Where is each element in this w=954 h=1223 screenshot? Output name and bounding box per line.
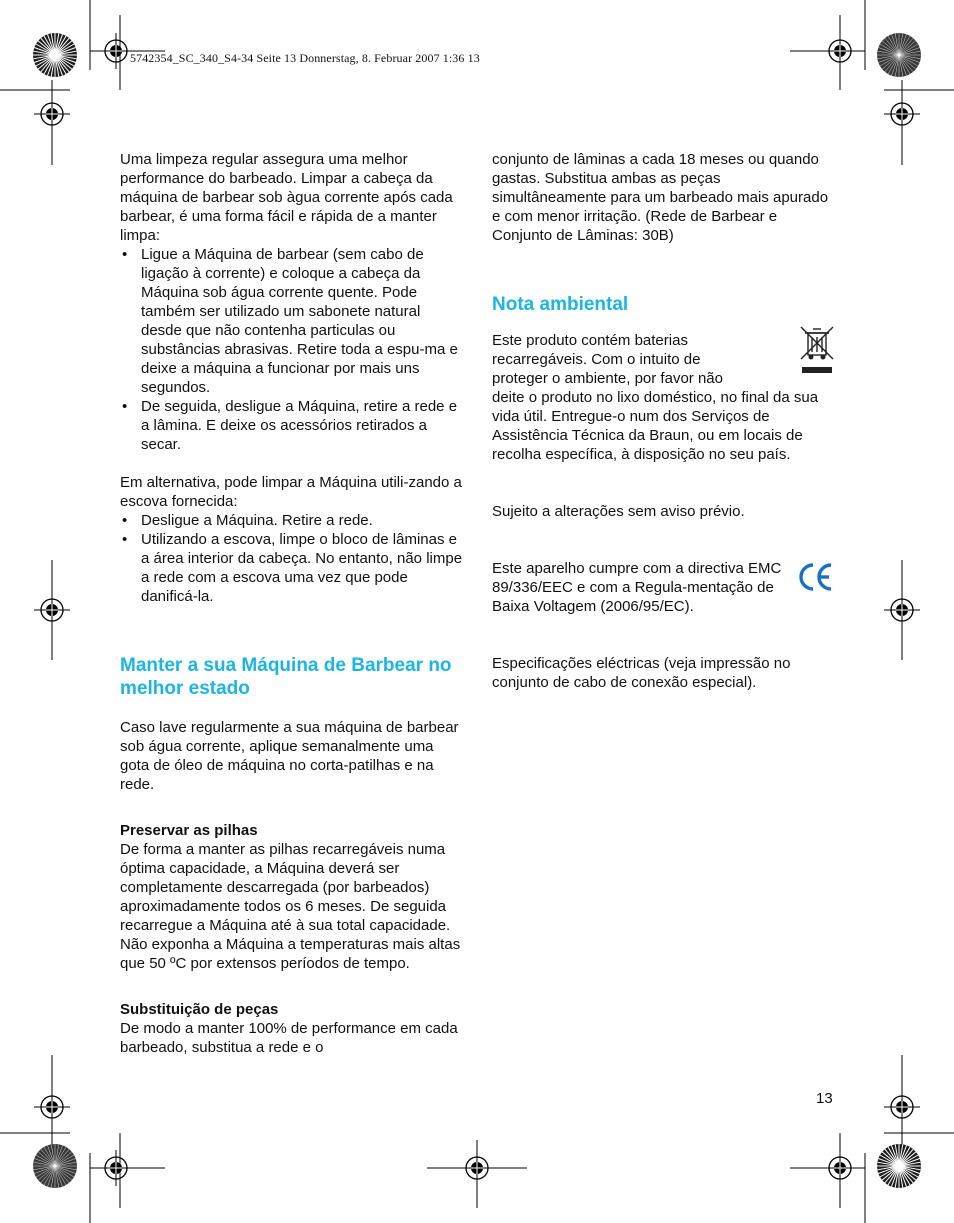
registration-mark-icon <box>822 33 858 69</box>
list-item: • De seguida, desligue a Máquina, retire a rede e a lâmina. E deixe os acessórios retirados a secar. <box>120 397 465 454</box>
heading-maintain: Manter a sua Máquina de Barbear no melhor estado <box>120 655 452 699</box>
cleaning-intro: Uma limpeza regular assegura uma melhor performance do barbeado. Limpar a cabeça da máquina de barbear sob àgua corrente após cada barbear, é uma forma fácil e rápida de a manter limpa: <box>120 151 453 244</box>
left-column <box>120 150 465 1057</box>
list-item: • Desligue a Máquina. Retire a rede. <box>120 511 465 530</box>
directive-text: Este aparelho cumpre com a directiva EMC 89/336/EEC e com a Regula-mentação de Baixa Voltagem (2006/95/EC). <box>492 560 782 615</box>
maintain-text: Caso lave regularmente a sua máquina de barbear sob água corrente, aplique semanalmente uma gota de óleo de máquina no corta-patilhas e na rede. <box>120 719 459 793</box>
environment-line: recarregáveis. Com o intuito de <box>492 351 701 368</box>
page-number: 13 <box>816 1090 833 1107</box>
registration-mark-icon <box>98 1150 134 1186</box>
ce-mark-icon <box>795 557 835 597</box>
registration-mark-icon <box>884 96 920 132</box>
environment-block <box>492 331 837 464</box>
environment-line: proteger o ambiente, por favor não <box>492 370 723 387</box>
registration-mark-icon <box>459 1150 495 1186</box>
registration-mark-icon <box>34 592 70 628</box>
brush-steps-list <box>120 511 465 606</box>
registration-mark-icon <box>98 33 134 69</box>
parts-text-continued: conjunto de lâminas a cada 18 meses ou quando gastas. Substitua ambas as peças simultâneamente para um barbeado mais apurado e com menor irritação. (Rede de Barbear e Conjunto de Lâminas: 30B) <box>492 151 829 244</box>
registration-mark-icon <box>34 96 70 132</box>
batteries-text: De forma a manter as pilhas recarregáveis numa óptima capacidade, a Máquina deverá ser completamente descarregada (por barbeados) aproximadamente todos os 6 meses. De seguida recarregue a Máquina até à sua total capacidade. Não exponha a Máquina a temperaturas mais altas que 50 ºC por extensos períodos de tempo. <box>120 841 461 972</box>
color-wheel-icon <box>877 1144 921 1188</box>
color-wheel-icon <box>33 1144 77 1188</box>
parts-text: De modo a manter 100% de performance em cada barbeado, substitua a rede e o <box>120 1020 458 1056</box>
directive-block <box>492 559 837 616</box>
registration-mark-icon <box>884 592 920 628</box>
list-item: • Ligue a Máquina de barbear (sem cabo de ligação à corrente) e coloque a cabeça da Máquina sob água corrente quente. Pode também ser utilizado um sabonete natural desde que não contenha particulas ou substâncias abrasivas. Retire toda a espu-ma e deixe a máquina a funcionar por mais uns segundos. <box>120 245 465 397</box>
brush-intro: Em alternativa, pode limpar a Máquina utili-zando a escova fornecida: <box>120 474 462 510</box>
heading-environment: Nota ambiental <box>492 294 629 315</box>
environment-text: deite o produto no lixo doméstico, no final da sua vida útil. Entregue-o num dos Serviços de Assistência Técnica da Braun, ou em locais de recolha específica, à disposição no seu país. <box>492 389 819 463</box>
print-slug: 5742354_SC_340_S4-34 Seite 13 Donnerstag, 8. Februar 2007 1:36 13 <box>130 51 480 65</box>
heading-parts: Substituição de peças <box>120 1001 279 1018</box>
heading-batteries: Preservar as pilhas <box>120 822 258 839</box>
color-wheel-icon <box>33 33 77 77</box>
weee-crossed-bin-icon <box>799 325 835 375</box>
cleaning-steps-list <box>120 245 465 454</box>
right-column <box>492 150 837 692</box>
registration-mark-icon <box>822 1150 858 1186</box>
registration-mark-icon <box>34 1089 70 1125</box>
list-item: • Utilizando a escova, limpe o bloco de lâminas e a área interior da cabeça. No entanto, não limpe a rede com a escova uma vez que pode danificá-la. <box>120 530 465 606</box>
color-wheel-icon <box>877 33 921 77</box>
specs-text: Especificações eléctricas (veja impressão no conjunto de cabo de conexão especial). <box>492 655 791 691</box>
registration-mark-icon <box>884 1089 920 1125</box>
environment-line: Este produto contém baterias <box>492 332 688 349</box>
notice-text: Sujeito a alterações sem aviso prévio. <box>492 503 745 520</box>
